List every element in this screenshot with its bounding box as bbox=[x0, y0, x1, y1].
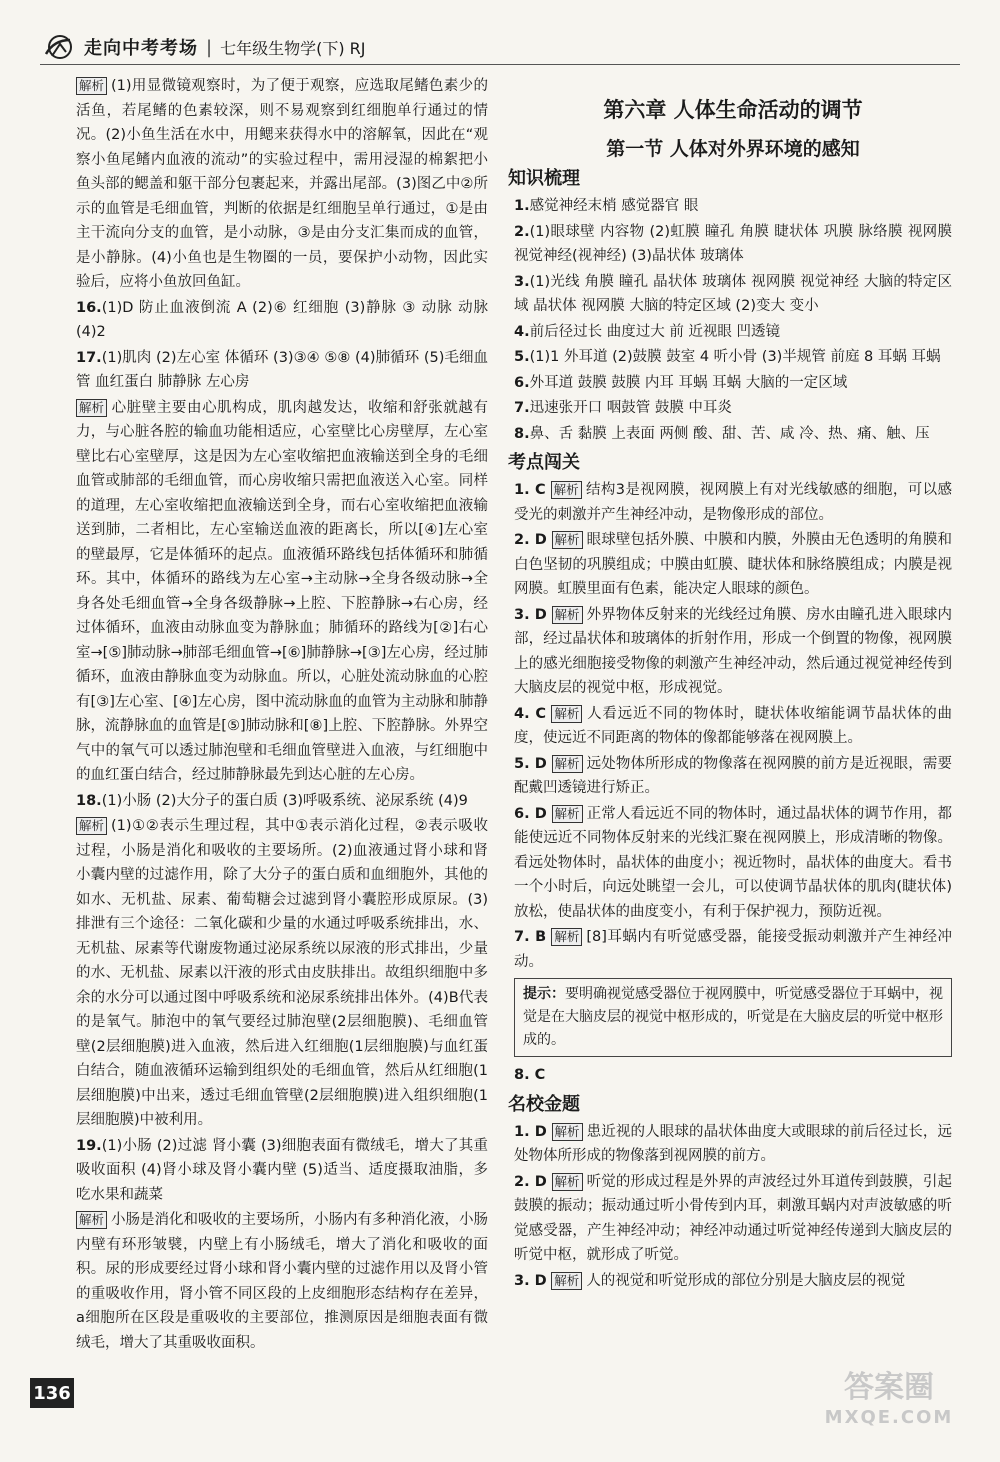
heading-knowledge: 知识梳理 bbox=[508, 168, 580, 189]
watermark-main: 答案圈 bbox=[844, 1370, 934, 1405]
page-number: 136 bbox=[30, 1378, 74, 1408]
answer-explanation: 解析 (1)用显微镜观察时，为了便于观察，应选取尾鳍色素少的活鱼，若尾鳍的色素较深，则不易观察到红细胞单行通过的情况。(2)小鱼生活在水中，用鳃来获得水中的溶解氧，因此在“观察小鱼尾鳍内血液的流动”的实验过程中，需用浸湿的棉絮把小鱼头部的鳃盖和躯干部分包裹起来，并露出尾部。(3)图乙中②所示的血管是毛细血管，判断的依据是红细胞呈单行通过，①是由主干流向分支的血管，是小动脉，③是由分支汇集而成的血管，是小静脉。(4)小鱼也是生物圈的一员，要保护小动物，因此实验后，应将小鱼放回鱼缸。 bbox=[76, 78, 488, 290]
analysis-tag: 解析 bbox=[552, 755, 583, 773]
runner-logo-icon bbox=[40, 32, 76, 62]
analysis-tag: 解析 bbox=[551, 705, 582, 723]
analysis-tag: 解析 bbox=[551, 928, 582, 946]
exercise-item: 4. C 解析 人看远近不同的物体时，睫状体收缩能调节晶状体的曲度，使远近不同距离的物体的像都能够落在视网膜上。 bbox=[514, 705, 952, 746]
answer-19: 19.(1)小肠 (2)过滤 肾小囊 (3)细胞表面有微绒毛，增大了其重吸收面积 (4)肾小球及肾小囊内壁 (5)适当、适度摄取油脂，多吃水果和蔬菜 bbox=[76, 1137, 488, 1203]
tip-box: 提示：要明确视觉感受器位于视网膜中，听觉感受器位于耳蜗中，视觉是在大脑皮层的视觉中枢形成的，听觉是在大脑皮层的听觉中枢形成的。 bbox=[514, 978, 952, 1057]
watermark bbox=[804, 1370, 974, 1444]
knowledge-item: 5.(1)1 外耳道 (2)鼓膜 鼓室 4 听小骨 (3)半规管 前庭 8 耳蜗 耳蜗 bbox=[514, 349, 941, 365]
knowledge-item: 6.外耳道 鼓膜 鼓膜 内耳 耳蜗 耳蜗 大脑的一定区域 bbox=[514, 374, 848, 391]
analysis-tag: 解析 bbox=[552, 531, 583, 549]
subject-title: 七年级生物学(下) RJ bbox=[220, 38, 366, 58]
selected-item: 3. D 解析 人的视觉和听觉形成的部位分别是大脑皮层的视觉 bbox=[514, 1272, 906, 1289]
chapter-title: 第六章 人体生命活动的调节 bbox=[603, 98, 863, 122]
answer-18: 18.(1)小肠 (2)大分子的蛋白质 (3)呼吸系统、泌尿系统 (4)9 bbox=[76, 792, 468, 809]
analysis-tag: 解析 bbox=[551, 1272, 582, 1290]
tip-label: 提示： bbox=[523, 986, 565, 1002]
analysis-tag: 解析 bbox=[76, 817, 107, 835]
analysis-tag: 解析 bbox=[76, 77, 107, 95]
analysis-tag: 解析 bbox=[76, 399, 107, 417]
left-column bbox=[76, 74, 488, 1356]
selected-item: 1. D 解析 患近视的人眼球的晶状体曲度大或眼球的前后径过长，远处物体所形成的物像落到视网膜的前方。 bbox=[514, 1123, 953, 1164]
heading-selected-questions: 名校金题 bbox=[508, 1093, 580, 1115]
analysis-tag: 解析 bbox=[552, 1123, 583, 1141]
knowledge-item: 2.(1)眼球壁 内容物 (2)虹膜 瞳孔 角膜 睫状体 巩膜 脉络膜 视网膜 视觉神经(视神经) (3)晶状体 玻璃体 bbox=[514, 223, 952, 264]
exercise-item: 1. C 解析 结构3是视网膜，视网膜上有对光线敏感的细胞，可以感受光的刺激并产生神经冲动，是物像形成的部位。 bbox=[514, 482, 952, 523]
exercise-item: 5. D 解析 远处物体所形成的物像落在视网膜的前方是近视眼，需要配戴凹透镜进行矫正。 bbox=[514, 755, 953, 796]
exercise-item: 8. C bbox=[514, 1067, 546, 1083]
answer-16: 16.(1)D 防止血液倒流 A (2)⑥ 红细胞 (3)静脉 ③ 动脉 动脉 (4)2 bbox=[76, 299, 488, 340]
exercise-item: 3. D 解析 外界物体反射来的光线经过角膜、房水由瞳孔进入眼球内部，经过晶状体和玻璃体的折射作用，形成一个倒置的物像，视网膜上的感光细胞接受物像的刺激产生神经冲动，然后通过视觉神经传到大脑皮层的视觉中枢，形成视觉。 bbox=[514, 606, 953, 696]
knowledge-item: 1.感觉神经末梢 感觉器官 眼 bbox=[514, 198, 699, 214]
answer-19-explanation: 解析 小肠是消化和吸收的主要场所，小肠内有多种消化液，小肠内壁有环形皱襞，内壁上有小肠绒毛，增大了消化和吸收的面积。尿的形成要经过肾小球和肾小囊内壁的过滤作用以及肾小管的重吸收作用，肾小管不同区段的上皮细胞形态结构存在差异，a细胞所在区段是重吸收的主要部位，推测原因是细胞表面有微绒毛，增大了其重吸收面积。 bbox=[76, 1212, 489, 1351]
knowledge-item: 4.前后径过长 曲度过大 前 近视眼 凹透镜 bbox=[514, 323, 781, 340]
knowledge-item: 7.迅速张开口 咽鼓管 鼓膜 中耳炎 bbox=[514, 400, 732, 416]
analysis-tag: 解析 bbox=[552, 606, 583, 624]
right-column bbox=[508, 96, 953, 1294]
heading-exercises: 考点闯关 bbox=[508, 452, 580, 473]
knowledge-item: 3.(1)光线 角膜 瞳孔 晶状体 玻璃体 视网膜 视觉神经 大脑的特定区域 晶状体 视网膜 大脑的特定区域 (2)变大 变小 bbox=[514, 273, 952, 314]
analysis-tag: 解析 bbox=[76, 1211, 107, 1229]
answer-17: 17.(1)肌肉 (2)左心室 体循环 (3)③④ ⑤⑧ (4)肺循环 (5)毛细血管 血红蛋白 肺静脉 左心房 bbox=[76, 349, 488, 390]
analysis-tag: 解析 bbox=[552, 805, 583, 823]
brand-title: 走向中考考场 bbox=[84, 38, 198, 59]
section-title: 第一节 人体对外界环境的感知 bbox=[606, 138, 860, 160]
exercise-item: 6. D 解析 正常人看远近不同的物体时，通过晶状体的调节作用，都能使远近不同物体反射来的光线汇聚在视网膜上，形成清晰的物像。看远处物体时，晶状体的曲度小；视近物时，晶状体的曲度大。看书一个小时后，向远处眺望一会儿，可以使调节晶状体的肌肉(睫状体)放松，使晶状体的曲度变小，有利于保护视力，预防近视。 bbox=[514, 805, 953, 920]
header-separator: | bbox=[206, 36, 213, 58]
analysis-tag: 解析 bbox=[551, 481, 582, 499]
exercise-item: 2. D 解析 眼球壁包括外膜、中膜和内膜，外膜由无色透明的角膜和白色坚韧的巩膜组成；中膜由虹膜、睫状体和脉络膜组成；内膜是视网膜。虹膜里面有色素，能决定人眼球的颜色。 bbox=[514, 532, 953, 597]
analysis-tag: 解析 bbox=[552, 1173, 583, 1191]
answer-18-explanation: 解析 (1)①②表示生理过程，其中①表示消化过程，②表示吸收过程，小肠是消化和吸收的主要场所。(2)血液通过肾小球和肾小囊内壁的过滤作用，除了大分子的蛋白质和血细胞外，其他的如水、无机盐、尿素、葡萄糖会过滤到肾小囊腔形成原尿。(3)排泄有三个途径：二氧化碳和少量的水通过呼吸系统排出，水、无机盐、尿素等代谢废物通过泌尿系统以尿液的形式排出，少量的水、无机盐、尿素以汗液的形式由皮肤排出。故组织细胞中多余的水分可以通过图中呼吸系统和泌尿系统排出体外。(4)B代表的是氧气。肺泡中的氧气要经过肺泡壁(2层细胞膜)、毛细血管壁(2层细胞膜)进入血液，然后进入红细胞(1层细胞膜)与血红蛋白结合，随血液循环运输到组织处的毛细血管，然后从红细胞(1层细胞膜)中出来，透过毛细血管壁(2层细胞膜)进入组织细胞(1层细胞膜)中被利用。 bbox=[76, 818, 488, 1128]
watermark-sub: MXQE.COM bbox=[824, 1407, 954, 1428]
selected-item: 2. D 解析 听觉的形成过程是外界的声波经过外耳道传到鼓膜，引起鼓膜的振动；振动通过听小骨传到内耳，刺激耳蜗内对声波敏感的听觉感受器，产生神经冲动；神经冲动通过听觉神经传递到大脑皮层的听觉中枢，就形成了听觉。 bbox=[514, 1173, 953, 1263]
knowledge-item: 8.鼻、舌 黏膜 上表面 两侧 酸、甜、苦、咸 冷、热、痛、触、压 bbox=[514, 425, 930, 442]
answer-17-explanation: 解析 心脏壁主要由心肌构成，肌肉越发达，收缩和舒张就越有力，与心脏各腔的输血功能相适应，心室壁比心房壁厚，左心室壁比右心室壁厚，这是因为左心室收缩把血液输送到全身的毛细血管或肺部的毛细血管，而心房收缩只需把血液送入心室。同样的道理，左心室收缩把血液输送到全身，而右心室收缩把血液输送到肺，二者相比，左心室输送血液的距离长，所以[④]左心室的壁最厚，它是体循环的起点。血液循环路线包括体循环和肺循环。其中，体循环的路线为左心室→主动脉→全身各级动脉→全身各处毛细血管→全身各级静脉→上腔、下腔静脉→右心房，经过体循环，血液由动脉血变为静脉血；肺循环的路线为[②]右心室→[⑤]肺动脉→肺部毛细血管→[⑥]肺静脉→[③]左心房，经过肺循环，血液由静脉血变为动脉血。所以，心脏处流动脉血的心腔有[③]左心室、[④]左心房，图中流动脉血的血管为主动脉和肺静脉，流静脉血的血管是[⑤]肺动脉和[⑧]上腔、下腔静脉。外界空气中的氧气可以透过肺泡壁和毛细血管壁进入血液，与红细胞中的血红蛋白结合，经过肺静脉最先到达心脏的左心房。 bbox=[76, 399, 488, 783]
exercise-item: 7. B 解析 [8]耳蜗内有听觉感受器，能接受振动刺激并产生神经冲动。 bbox=[514, 929, 952, 970]
page-header bbox=[40, 30, 960, 65]
